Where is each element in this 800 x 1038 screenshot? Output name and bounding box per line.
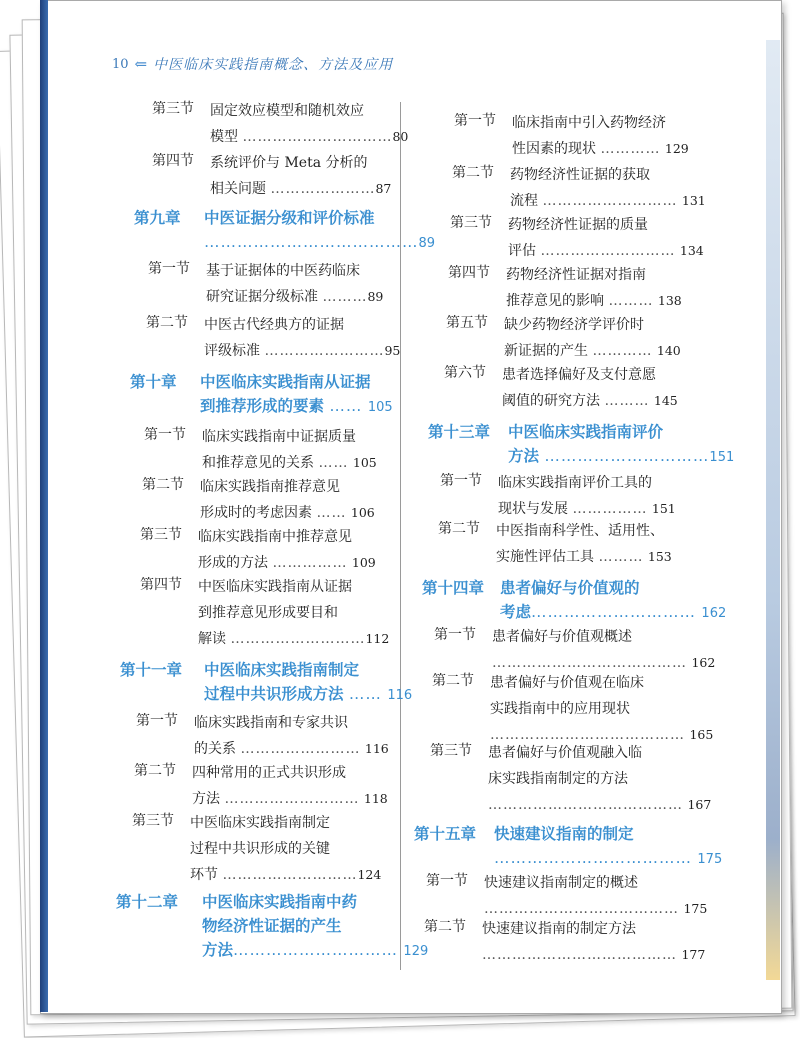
entry-title-cont: 过程中共识形成的关键 (190, 841, 330, 857)
entry-title-cont: 到推荐意见形成要目和 (198, 605, 338, 621)
page-ref: 162 (691, 655, 716, 670)
chapter-entry[interactable] (422, 576, 726, 626)
toc-entry[interactable] (144, 424, 377, 476)
page-ref: 167 (687, 797, 712, 812)
entry-title: 患者选择偏好及支付意愿 (502, 367, 656, 383)
entry-title: 患者偏好与价值观在临床 (490, 675, 644, 691)
entry-title: 临床实践指南中推荐意见 (198, 529, 352, 545)
page-ref: 89 (367, 289, 384, 304)
section-number: 第三节 (140, 527, 182, 543)
leader-dots: ……………………… (224, 791, 360, 807)
leader-dots: …… (318, 455, 349, 471)
chapter-title: 快速建议指南的制定 (494, 825, 634, 843)
section-number: 第一节 (144, 427, 186, 443)
leader-dots: ………………………………… (484, 901, 679, 917)
leader-dots: ……… (604, 393, 650, 409)
page-ref: 124 (357, 867, 382, 882)
page-ref: 129 (403, 944, 429, 959)
entry-title-cont: 评估 (508, 243, 536, 259)
entry-title-cont: 形成时的考虑因素 (200, 505, 312, 521)
chapter-entry[interactable] (130, 370, 393, 420)
entry-title-cont: 的关系 (194, 741, 236, 757)
entry-title-cont: 流程 (510, 193, 538, 209)
section-number: 第四节 (152, 153, 194, 169)
chapter-title-cont: 物经济性证据的产生 (202, 917, 342, 935)
page-ref: 116 (364, 741, 389, 756)
chapter-number: 第十四章 (422, 579, 485, 597)
toc-entry[interactable] (450, 212, 704, 264)
toc-entry[interactable] (134, 760, 388, 812)
entry-title: 中医临床实践指南制定 (190, 815, 330, 831)
section-number: 第五节 (446, 315, 488, 331)
page-ref: 87 (375, 181, 392, 196)
entry-title-cont: 研究证据分级标准 (206, 289, 318, 305)
section-number: 第二节 (134, 763, 176, 779)
page-ref: 145 (653, 393, 678, 408)
leader-dots: ……………………… (230, 631, 366, 647)
toc-entry[interactable] (440, 470, 676, 522)
chapter-number: 第九章 (134, 209, 181, 227)
page-ref: 112 (365, 631, 390, 646)
section-number: 第三节 (430, 743, 472, 759)
leader-dots: ………………………… (233, 941, 399, 959)
entry-title: 临床实践指南推荐意见 (200, 479, 340, 495)
page-ref: 95 (384, 343, 401, 358)
entry-title-cont: 评级标准 (204, 343, 260, 359)
page-ref: 153 (647, 549, 672, 564)
leader-dots: ………………………………… (492, 655, 687, 671)
page-ref: 177 (681, 947, 706, 962)
leader-dots: …………………… (264, 343, 385, 359)
entry-title-cont: 阈值的研究方法 (502, 393, 600, 409)
left-arrow-icon: ⇐ (134, 55, 148, 73)
section-number: 第二节 (432, 673, 474, 689)
chapter-entry[interactable] (120, 658, 412, 708)
toc-entry[interactable] (152, 150, 391, 202)
leader-dots: ………………………………… (488, 797, 683, 813)
section-number: 第四节 (448, 265, 490, 281)
page-ref: 175 (683, 901, 708, 916)
toc-entry[interactable] (132, 810, 381, 888)
toc-entry[interactable] (448, 262, 682, 314)
section-number: 第六节 (444, 365, 486, 381)
page-ref: 140 (656, 343, 681, 358)
entry-title-cont: 实施性评估工具 (496, 549, 594, 565)
entry-title: 临床指南中引入药物经济 (512, 115, 666, 131)
section-number: 第二节 (438, 521, 480, 537)
section-number: 第二节 (452, 165, 494, 181)
toc-entry[interactable] (426, 870, 707, 922)
leader-dots: ……………………… (542, 193, 678, 209)
chapter-title-cont: 到推荐形成的要素 (200, 397, 325, 415)
entry-title: 药物经济性证据对指南 (506, 267, 646, 283)
page-ref: 80 (392, 129, 409, 144)
leader-dots: ……………………… (222, 867, 358, 883)
chapter-number: 第十三章 (428, 423, 491, 441)
section-number: 第二节 (146, 315, 188, 331)
entry-title: 快速建议指南的制定方法 (482, 921, 636, 937)
page-ref: 162 (701, 606, 727, 621)
chapter-number: 第十五章 (414, 825, 477, 843)
chapter-title-cont: 考虑 (500, 603, 532, 621)
chapter-entry[interactable] (134, 206, 435, 256)
leader-dots: ………………………………… (204, 233, 419, 251)
chapter-title: 患者偏好与价值观的 (500, 579, 640, 597)
leader-dots: …… (348, 685, 382, 703)
toc-entry[interactable] (136, 710, 389, 762)
section-number: 第二节 (424, 919, 466, 935)
page-ref: 138 (657, 293, 682, 308)
section-number: 第一节 (454, 113, 496, 129)
section-number: 第三节 (450, 215, 492, 231)
entry-title: 临床实践指南评价工具的 (498, 475, 652, 491)
toc-entry[interactable] (140, 574, 389, 652)
chapter-title: 中医临床实践指南从证据 (200, 373, 371, 391)
leader-dots: …………………… (240, 741, 361, 757)
toc-entry[interactable] (454, 110, 689, 162)
entry-title: 临床实践指南中证据质量 (202, 429, 356, 445)
entry-title: 四种常用的正式共识形成 (192, 765, 346, 781)
entry-title: 基于证据体的中医药临床 (206, 263, 360, 279)
entry-title: 中医指南科学性、适用性、 (496, 523, 664, 539)
toc-entry[interactable] (148, 258, 383, 310)
toc-entry[interactable] (152, 98, 408, 150)
toc-entry[interactable] (430, 740, 711, 818)
running-header (112, 54, 393, 74)
page-number: 10 (112, 56, 129, 72)
entry-title-cont: 性因素的现状 (512, 141, 596, 157)
page-ref: 134 (679, 243, 704, 258)
toc-entry[interactable] (432, 670, 713, 748)
section-number: 第一节 (440, 473, 482, 489)
page-ref: 165 (689, 727, 714, 742)
chapter-number: 第十一章 (120, 661, 183, 679)
chapter-title-cont: 方法 (508, 447, 540, 465)
toc-entry[interactable] (452, 162, 706, 214)
entry-title-cont: 相关问题 (210, 181, 266, 197)
entry-title: 患者偏好与价值观概述 (492, 629, 632, 645)
section-number: 第一节 (148, 261, 190, 277)
toc-entry[interactable] (146, 312, 400, 364)
entry-title-cont: 模型 (210, 129, 238, 145)
entry-title-cont: 方法 (192, 791, 220, 807)
section-number: 第一节 (426, 873, 468, 889)
page-ref: 109 (351, 555, 376, 570)
page-ref: 151 (651, 501, 676, 516)
chapter-title: 中医临床实践指南中药 (202, 893, 358, 911)
section-number: 第三节 (152, 101, 194, 117)
entry-title-cont: 推荐意见的影响 (506, 293, 604, 309)
leader-dots: ……………………… (540, 243, 676, 259)
page-ref: 175 (697, 852, 723, 867)
entry-title-cont: 床实践指南制定的方法 (488, 771, 628, 787)
chapter-title: 中医证据分级和评价标准 (204, 209, 375, 227)
entry-title: 中医临床实践指南从证据 (198, 579, 352, 595)
entry-title: 临床实践指南和专家共识 (194, 715, 348, 731)
toc-entry[interactable] (140, 524, 376, 576)
entry-title-cont: 现状与发展 (498, 501, 568, 517)
entry-title: 缺少药物经济学评价时 (504, 317, 644, 333)
entry-title: 药物经济性证据的获取 (510, 167, 650, 183)
leader-dots: ………………………… (242, 129, 393, 145)
entry-title-cont: 环节 (190, 867, 218, 883)
page-ref: 116 (387, 688, 413, 703)
chapter-number: 第十章 (130, 373, 177, 391)
page-edge-strip (766, 40, 780, 980)
page-ref: 131 (681, 193, 706, 208)
leader-dots: …… (316, 505, 347, 521)
entry-title: 中医古代经典方的证据 (204, 317, 344, 333)
entry-title-cont: 和推荐意见的关系 (202, 455, 314, 471)
entry-title: 药物经济性证据的质量 (508, 217, 648, 233)
chapter-title-cont: 过程中共识形成方法 (204, 685, 344, 703)
entry-title-cont: 形成的方法 (198, 555, 268, 571)
section-number: 第一节 (434, 627, 476, 643)
book-title: 中医临床实践指南概念、方法及应用 (153, 57, 394, 73)
chapter-title: 中医临床实践指南制定 (204, 661, 360, 679)
leader-dots: …… (329, 397, 363, 415)
chapter-title-cont: 方法 (202, 941, 234, 959)
entry-title: 系统评价与 Meta 分析的 (210, 155, 368, 171)
section-number: 第一节 (136, 713, 178, 729)
toc-entry[interactable] (434, 624, 715, 676)
entry-title: 快速建议指南制定的概述 (484, 875, 638, 891)
entry-title-cont: 实践指南中的应用现状 (490, 701, 630, 717)
toc-entry[interactable] (142, 474, 375, 526)
leader-dots: ………………………………… (482, 947, 677, 963)
toc-entry[interactable] (424, 916, 705, 968)
leader-dots: ………… (592, 343, 653, 359)
page-ref: 106 (350, 505, 375, 520)
chapter-title: 中医临床实践指南评价 (508, 423, 664, 441)
chapter-entry[interactable] (414, 822, 722, 872)
entry-title: 患者偏好与价值观融入临 (488, 745, 642, 761)
page-ref: 118 (363, 791, 388, 806)
chapter-number: 第十二章 (116, 893, 179, 911)
leader-dots: ……… (598, 549, 644, 565)
chapter-entry[interactable] (116, 890, 428, 964)
leader-dots: ………………………… (544, 447, 710, 465)
chapter-entry[interactable] (428, 420, 734, 470)
entry-title-cont: 新证据的产生 (504, 343, 588, 359)
section-number: 第四节 (140, 577, 182, 593)
leader-dots: ………… (600, 141, 661, 157)
section-number: 第二节 (142, 477, 184, 493)
page-ref: 105 (352, 455, 377, 470)
toc-entry[interactable] (438, 518, 672, 570)
leader-dots: ………………… (270, 181, 376, 197)
entry-title: 固定效应模型和随机效应 (210, 103, 364, 119)
page-ref: 89 (418, 236, 436, 251)
toc-entry[interactable] (444, 362, 678, 414)
toc-entry[interactable] (446, 312, 681, 364)
leader-dots: ……… (608, 293, 654, 309)
leader-dots: ………………………… (531, 603, 697, 621)
leader-dots: …………… (572, 501, 648, 517)
leader-dots: …………… (272, 555, 348, 571)
page-ref: 151 (709, 450, 735, 465)
page-ref: 105 (367, 400, 393, 415)
leader-dots: ……………………………… (494, 849, 692, 867)
leader-dots: ……… (322, 289, 368, 305)
section-number: 第三节 (132, 813, 174, 829)
entry-title-cont: 解读 (198, 631, 226, 647)
book-spine (40, 0, 48, 1012)
leader-dots: ………………………………… (490, 727, 685, 743)
page-ref: 129 (664, 141, 689, 156)
